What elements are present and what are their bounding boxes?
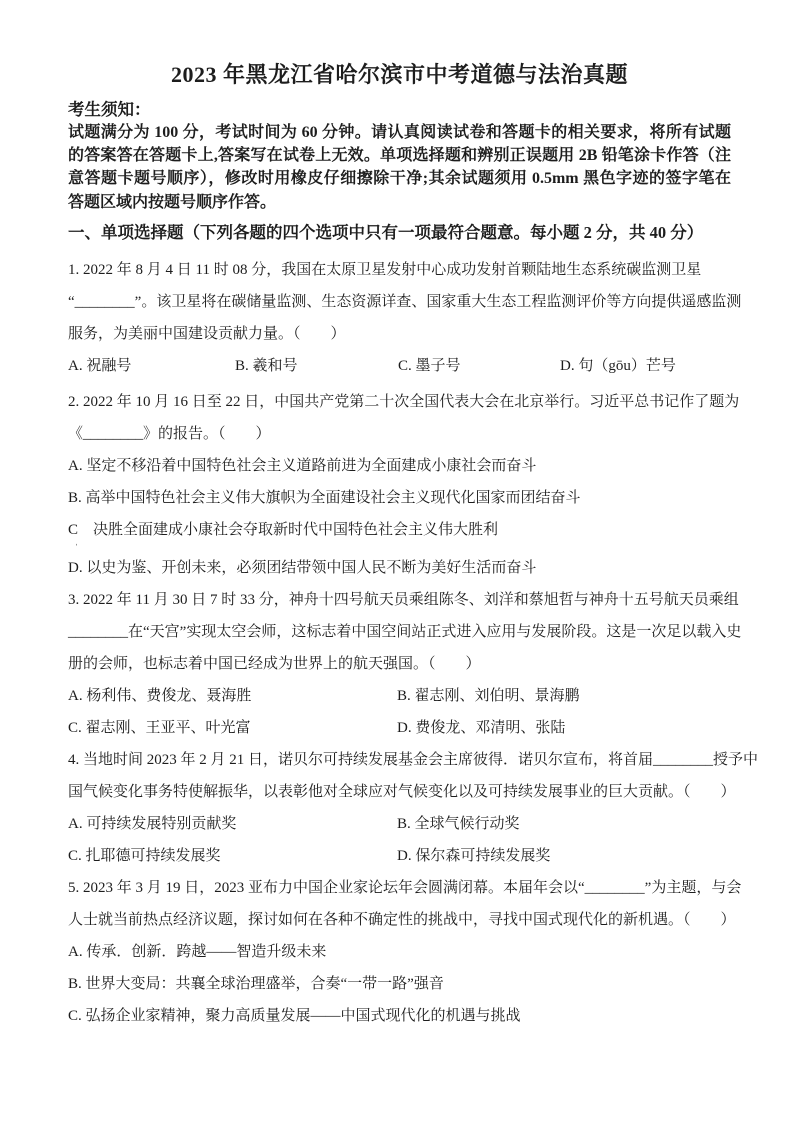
question-2-option-a: A. 坚定不移沿着中国特色社会主义道路前进为全面建成小康社会而奋斗 xyxy=(68,457,537,474)
page-title: 2023 年黑龙江省哈尔滨市中考道德与法治真题 xyxy=(170,62,628,87)
section-heading: 一、单项选择题（下列各题的四个选项中只有一项最符合题意。每小题 2 分，共 40 分） xyxy=(68,222,704,242)
question-1-stem-line: “________”。该卫星将在碳储量监测、生态资源详查、国家重大生态工程监测评价等方向提供遥感监测 xyxy=(68,293,742,310)
notice-line: 意答题卡题号顺序），修改时用橡皮仔细擦除干净;其余试题须用 0.5mm 黑色字迹的签字笔在 xyxy=(68,170,731,188)
question-3-option-c: C. 翟志刚、王亚平、叶光富 xyxy=(68,719,251,736)
question-3-stem-line: ________在“天宫”实现太空会师，这标志着中国空间站正式进入应用与发展阶段。这是一次足以载入史 xyxy=(68,623,742,640)
question-5 xyxy=(68,872,742,1032)
notice-line: 试题满分为 100 分，考试时间为 60 分钟。请认真阅读试卷和答题卡的相关要求，将所有试题 xyxy=(68,124,731,141)
question-2-option-d: D. 以史为鉴、开创未来，必须团结带领中国人民不断为美好生活而奋斗 xyxy=(68,559,537,576)
question-4-options-row xyxy=(68,808,731,840)
question-5-option-a: A. 传承．创新．跨越——智造升级未来 xyxy=(68,943,327,960)
question-1-options-row xyxy=(68,350,731,382)
question-5-stem-line: 5. 2023 年 3 月 19 日，2023 亚布力中国企业家论坛年会圆满闭幕。本届年会以“________”为主题，与会 xyxy=(68,879,742,896)
question-3-option-a: A. 杨利伟、费俊龙、聂海胜 xyxy=(68,687,252,704)
notice-section xyxy=(68,99,731,214)
question-1 xyxy=(68,254,742,382)
question-2-stem-line: 2. 2022 年 10 月 16 日至 22 日，中国共产党第二十次全国代表大会在北京举行。习近平总书记作了题为 xyxy=(68,393,740,410)
question-4-options-row xyxy=(68,840,731,872)
scan-artifact-mark: ˈ xyxy=(75,542,79,554)
question-3-stem-line: 3. 2022 年 11 月 30 日 7 时 33 分，神舟十四号航天员乘组陈冬、刘洋和蔡旭哲与神舟十五号航天员乘组 xyxy=(68,591,739,608)
question-4-option-a: A. 可持续发展特别贡献奖 xyxy=(68,815,237,832)
question-2-option-c: C 决胜全面建成小康社会夺取新时代中国特色社会主义伟大胜利 xyxy=(68,521,499,538)
question-4-option-d: D. 保尔森可持续发展奖 xyxy=(397,847,551,864)
question-1-stem-line: 服务，为美丽中国建设贡献力量。（ ） xyxy=(68,325,346,342)
questions-area xyxy=(68,254,759,1032)
question-4-option-b: B. 全球气候行动奖 xyxy=(397,815,520,832)
question-1-option-d: D. 句（gōu）芒号 xyxy=(560,357,676,374)
question-4-stem-line: 国气候变化事务特使解振华，以表彰他对全球应对气候变化以及可持续发展事业的巨大贡献。（ ） xyxy=(68,783,736,800)
question-4-stem-line: 4. 当地时间 2023 年 2 月 21 日，诺贝尔可持续发展基金会主席彼得．诺贝尔宣布，将首届________授予中 xyxy=(68,751,759,768)
question-3-stem-line: 册的会师，也标志着中国已经成为世界上的航天强国。（ ） xyxy=(68,655,481,672)
question-3 xyxy=(68,584,742,744)
question-4-option-c: C. 扎耶德可持续发展奖 xyxy=(68,847,221,864)
notice-heading: 考生须知： xyxy=(68,100,151,119)
question-1-option-c: C. 墨子号 xyxy=(398,357,461,374)
question-1-option-a: A. 祝融号 xyxy=(68,357,132,374)
question-1-option-b: B. 羲和号 xyxy=(235,357,298,374)
question-5-option-b: B. 世界大变局：共襄全球治理盛举，合奏“一带一路”强音 xyxy=(68,975,444,992)
question-3-options-row xyxy=(68,680,731,712)
question-3-option-d: D. 费俊龙、邓清明、张陆 xyxy=(397,719,566,736)
question-2-stem-line: 《________》的报告。（ ） xyxy=(68,425,271,442)
question-2 xyxy=(68,386,740,584)
question-5-option-c: C. 弘扬企业家精神，聚力高质量发展——中国式现代化的机遇与挑战 xyxy=(68,1007,521,1024)
question-4 xyxy=(68,744,759,872)
question-3-option-b: B. 翟志刚、刘伯明、景海鹏 xyxy=(397,687,580,704)
question-2-option-b: B. 高举中国特色社会主义伟大旗帜为全面建设社会主义现代化国家而团结奋斗 xyxy=(68,489,581,506)
question-3-options-row xyxy=(68,712,731,744)
question-1-stem-line: 1. 2022 年 8 月 4 日 11 时 08 分，我国在太原卫星发射中心成功发射首颗陆地生态系统碳监测卫星 xyxy=(68,261,702,278)
notice-line: 答题区域内按题号顺序作答。 xyxy=(68,193,277,211)
notice-line: 的答案答在答题卡上,答案写在试卷上无效。单项选择题和辨别正误题用 2B 铅笔涂卡作答（注 xyxy=(68,147,731,165)
question-5-stem-line: 人士就当前热点经济议题，探讨如何在各种不确定性的挑战中，寻找中国式现代化的新机遇。（ ） xyxy=(68,911,736,928)
